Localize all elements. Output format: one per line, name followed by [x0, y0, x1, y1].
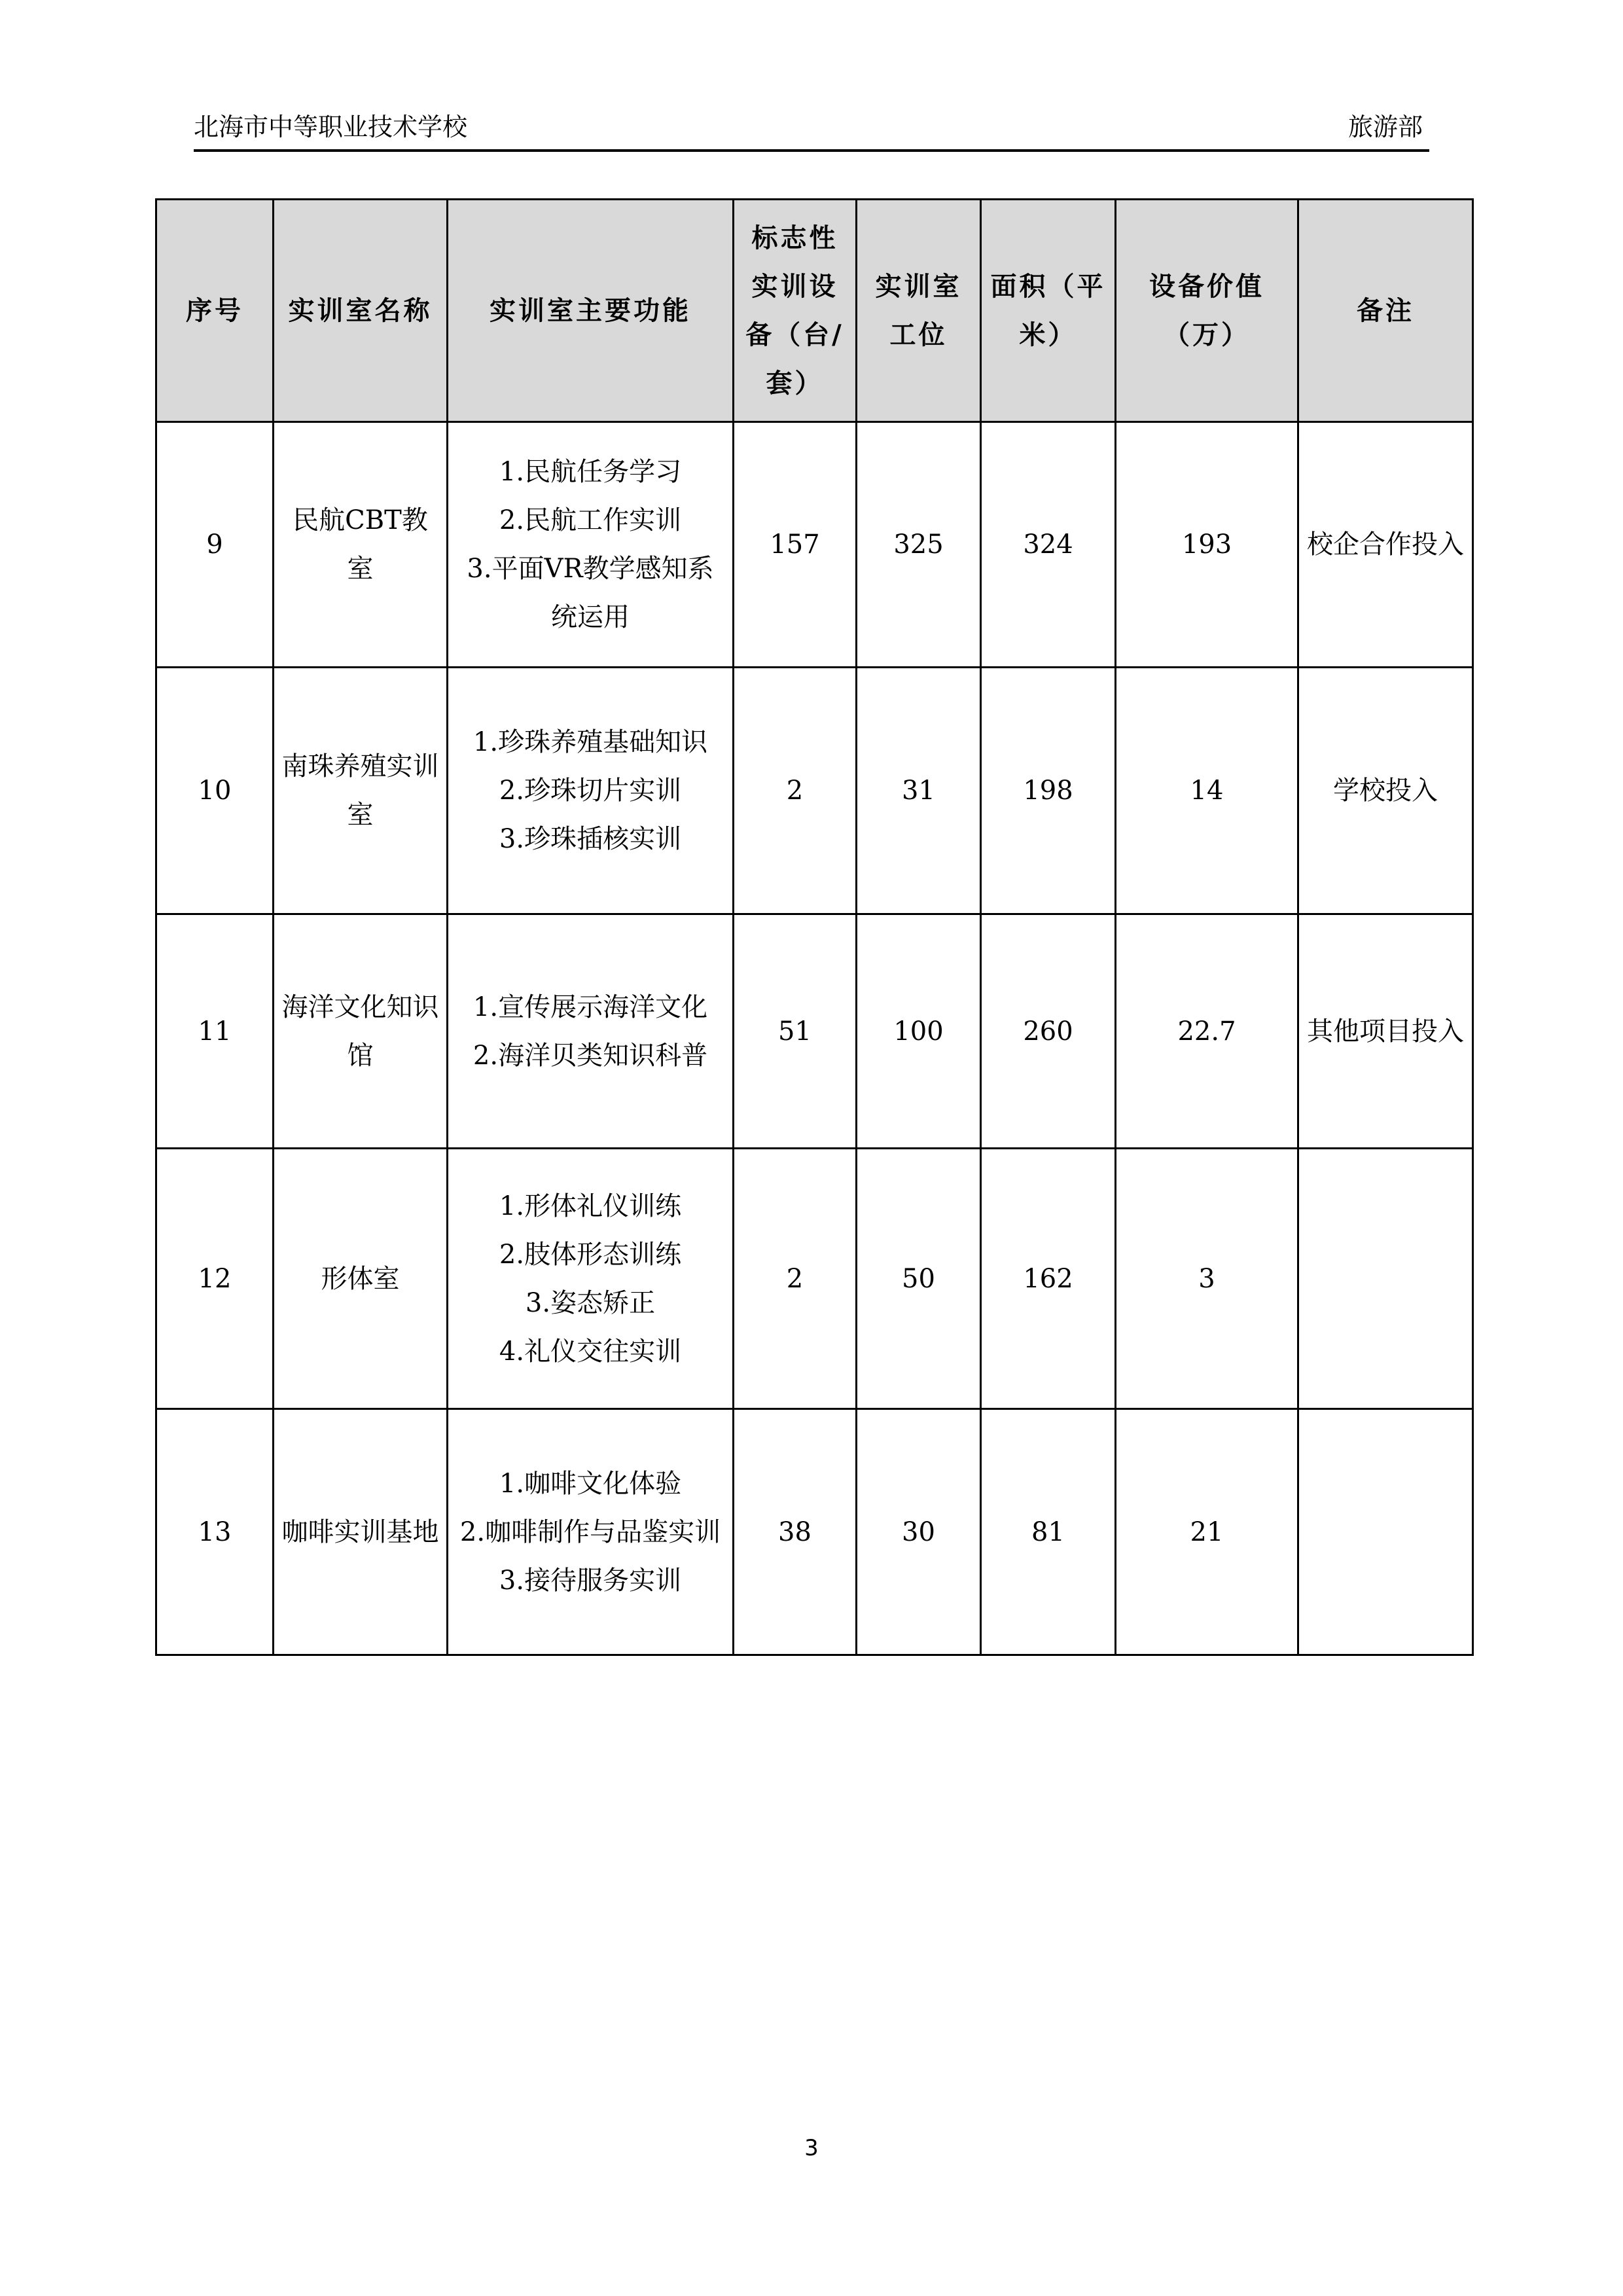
cell-index: 11 — [156, 914, 274, 1149]
table-row — [156, 1149, 1473, 1409]
function-item: 1.宣传展示海洋文化 — [473, 992, 708, 1022]
function-item: 2.民航工作实训 — [499, 505, 682, 535]
cell-remark — [1298, 1409, 1473, 1655]
function-item: 3.珍珠插核实训 — [499, 824, 682, 854]
cell-name: 形体室 — [274, 1149, 448, 1409]
function-item: 3.接待服务实训 — [499, 1565, 682, 1596]
cell-area: 324 — [981, 422, 1116, 668]
cell-index: 10 — [156, 668, 274, 914]
cell-equipment: 2 — [734, 1149, 857, 1409]
header-stations: 实训室工位 — [857, 200, 981, 422]
cell-area: 198 — [981, 668, 1116, 914]
cell-index: 9 — [156, 422, 274, 668]
table-row — [156, 1409, 1473, 1655]
school-name: 北海市中等职业技术学校 — [194, 113, 468, 141]
function-item: 3.平面VR教学感知系统运用 — [467, 554, 714, 632]
function-item: 1.民航任务学习 — [499, 457, 682, 487]
cell-functions — [448, 668, 734, 914]
cell-equipment: 157 — [734, 422, 857, 668]
cell-value: 22.7 — [1116, 914, 1298, 1149]
cell-stations: 30 — [857, 1409, 981, 1655]
training-rooms-table — [155, 198, 1474, 1656]
cell-equipment: 2 — [734, 668, 857, 914]
header-remark: 备注 — [1298, 200, 1473, 422]
cell-stations: 325 — [857, 422, 981, 668]
cell-name: 海洋文化知识馆 — [274, 914, 448, 1149]
cell-functions — [448, 1149, 734, 1409]
cell-value: 3 — [1116, 1149, 1298, 1409]
header-index: 序号 — [156, 200, 274, 422]
function-item: 2.肢体形态训练 — [499, 1239, 682, 1270]
cell-remark: 校企合作投入 — [1298, 422, 1473, 668]
cell-functions — [448, 914, 734, 1149]
cell-value: 21 — [1116, 1409, 1298, 1655]
cell-area: 162 — [981, 1149, 1116, 1409]
function-item: 1.形体礼仪训练 — [499, 1191, 682, 1221]
cell-stations: 50 — [857, 1149, 981, 1409]
page-header — [194, 111, 1429, 152]
header-area: 面积（平米） — [981, 200, 1116, 422]
function-item: 1.咖啡文化体验 — [499, 1468, 682, 1499]
table-row — [156, 914, 1473, 1149]
cell-index: 13 — [156, 1409, 274, 1655]
cell-functions — [448, 1409, 734, 1655]
cell-name: 咖啡实训基地 — [274, 1409, 448, 1655]
header-name: 实训室名称 — [274, 200, 448, 422]
table-header-row — [156, 200, 1473, 422]
cell-functions — [448, 422, 734, 668]
cell-remark: 学校投入 — [1298, 668, 1473, 914]
cell-area: 81 — [981, 1409, 1116, 1655]
cell-name: 南珠养殖实训室 — [274, 668, 448, 914]
header-value: 设备价值（万） — [1116, 200, 1298, 422]
table-row — [156, 668, 1473, 914]
header-equipment: 标志性实训设备（台/套） — [734, 200, 857, 422]
function-item: 2.海洋贝类知识科普 — [473, 1040, 708, 1071]
department-name: 旅游部 — [1347, 113, 1423, 141]
cell-remark — [1298, 1149, 1473, 1409]
cell-remark: 其他项目投入 — [1298, 914, 1473, 1149]
cell-equipment: 38 — [734, 1409, 857, 1655]
function-item: 3.姿态矫正 — [525, 1287, 656, 1318]
cell-stations: 31 — [857, 668, 981, 914]
cell-equipment: 51 — [734, 914, 857, 1149]
function-item: 2.珍珠切片实训 — [499, 776, 682, 806]
page-number: 3 — [804, 2135, 819, 2161]
cell-area: 260 — [981, 914, 1116, 1149]
cell-name: 民航CBT教室 — [274, 422, 448, 668]
cell-stations: 100 — [857, 914, 981, 1149]
function-item: 4.礼仪交往实训 — [499, 1336, 682, 1367]
function-item: 2.咖啡制作与品鉴实训 — [459, 1516, 721, 1547]
cell-value: 14 — [1116, 668, 1298, 914]
function-item: 1.珍珠养殖基础知识 — [473, 727, 708, 757]
cell-value: 193 — [1116, 422, 1298, 668]
cell-index: 12 — [156, 1149, 274, 1409]
table-row — [156, 422, 1473, 668]
header-functions: 实训室主要功能 — [448, 200, 734, 422]
